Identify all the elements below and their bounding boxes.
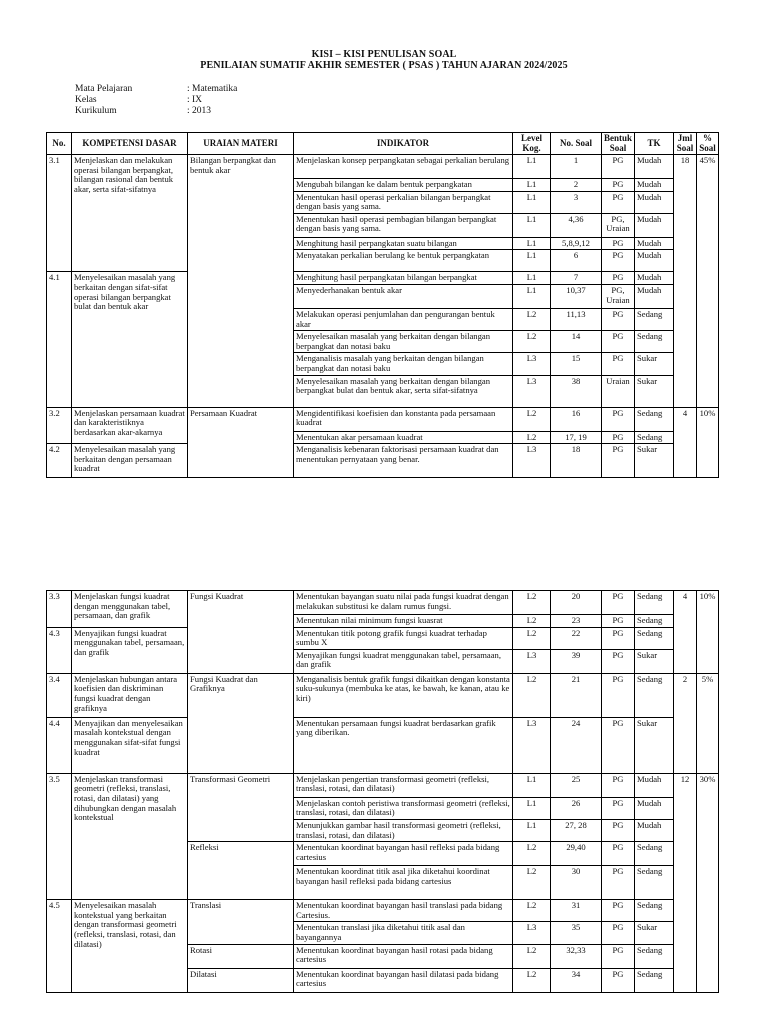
no-soal-cell: 39 xyxy=(551,649,602,673)
kompetensi-dasar-cell: Menjelaskan fungsi kuadrat dengan menggunakan tabel, persamaan, dan grafik xyxy=(72,591,188,628)
persen-soal-cell: 30% xyxy=(697,773,719,992)
level-kog-cell: L2 xyxy=(513,944,551,968)
kd-number-cell: 4.4 xyxy=(47,717,72,773)
table-row xyxy=(47,900,719,922)
no-soal-cell: 15 xyxy=(551,353,602,375)
indikator-cell: Menentukan hasil operasi pembagian bilangan berpangkat dengan basis yang sama. xyxy=(294,213,513,237)
level-kog-cell: L1 xyxy=(513,250,551,272)
tingkat-kesukaran-cell: Sukar xyxy=(635,649,674,673)
indikator-cell: Menghitung hasil perpangkatan suatu bilangan xyxy=(294,237,513,250)
level-kog-cell: L1 xyxy=(513,213,551,237)
header-bentuk-soal: Bentuk Soal xyxy=(602,133,635,155)
tingkat-kesukaran-cell: Sedang xyxy=(635,331,674,353)
tingkat-kesukaran-cell: Mudah xyxy=(635,213,674,237)
no-soal-cell: 1 xyxy=(551,155,602,179)
uraian-materi-cell: Fungsi Kuadrat xyxy=(188,591,294,674)
bentuk-soal-cell: PG xyxy=(602,191,635,213)
bentuk-soal-cell: PG xyxy=(602,272,635,285)
kd-number-cell: 3.4 xyxy=(47,673,72,717)
no-soal-cell: 14 xyxy=(551,331,602,353)
level-kog-cell: L3 xyxy=(513,922,551,944)
no-soal-cell: 10,37 xyxy=(551,284,602,308)
tingkat-kesukaran-cell: Sukar xyxy=(635,444,674,478)
indikator-cell: Menentukan koordinat bayangan hasil translasi pada bidang Cartesius. xyxy=(294,900,513,922)
no-soal-cell: 4,36 xyxy=(551,213,602,237)
tingkat-kesukaran-cell: Sukar xyxy=(635,922,674,944)
bentuk-soal-cell: PG, Uraian xyxy=(602,213,635,237)
level-kog-cell: L1 xyxy=(513,797,551,819)
bentuk-soal-cell: PG, Uraian xyxy=(602,284,635,308)
header-persen-soal: % Soal xyxy=(697,133,719,155)
level-kog-cell: L2 xyxy=(513,431,551,444)
kompetensi-dasar-cell: Menjelaskan transformasi geometri (refleksi, translasi, rotasi, dan dilatasi) yang dihubungkan dengan masalah kontekstual xyxy=(72,773,188,899)
level-kog-cell: L2 xyxy=(513,627,551,649)
level-kog-cell: L1 xyxy=(513,819,551,841)
no-soal-cell: 16 xyxy=(551,407,602,431)
jml-soal-cell: 4 xyxy=(674,591,697,674)
indikator-cell: Menentukan titik potong grafik fungsi kuadrat terhadap sumbu X xyxy=(294,627,513,649)
tingkat-kesukaran-cell: Sukar xyxy=(635,717,674,773)
tingkat-kesukaran-cell: Sedang xyxy=(635,968,674,992)
tingkat-kesukaran-cell: Mudah xyxy=(635,237,674,250)
kompetensi-dasar-cell: Menyelesaikan masalah yang berkaitan dengan persamaan kuadrat xyxy=(72,444,188,478)
level-kog-cell: L1 xyxy=(513,284,551,308)
no-soal-cell: 25 xyxy=(551,773,602,797)
indikator-cell: Menentukan persamaan fungsi kuadrat berdasarkan grafik yang diberikan. xyxy=(294,717,513,773)
level-kog-cell: L1 xyxy=(513,191,551,213)
meta-value: : IX xyxy=(187,95,203,105)
no-soal-cell: 20 xyxy=(551,591,602,615)
uraian-materi-cell: Refleksi xyxy=(188,842,294,900)
no-soal-cell: 18 xyxy=(551,444,602,478)
bentuk-soal-cell: PG xyxy=(602,773,635,797)
tingkat-kesukaran-cell: Mudah xyxy=(635,179,674,192)
bentuk-soal-cell: PG xyxy=(602,308,635,330)
bentuk-soal-cell: PG xyxy=(602,866,635,900)
indikator-cell: Menjelaskan contoh peristiwa transformasi geometri (refleksi, translasi, rotasi, dan dilatasi) xyxy=(294,797,513,819)
level-kog-cell: L2 xyxy=(513,900,551,922)
meta-value: : Matematika xyxy=(187,84,238,94)
no-soal-cell: 26 xyxy=(551,797,602,819)
no-soal-cell: 38 xyxy=(551,375,602,407)
tingkat-kesukaran-cell: Sedang xyxy=(635,866,674,900)
kd-number-cell: 3.3 xyxy=(47,591,72,628)
no-soal-cell: 6 xyxy=(551,250,602,272)
indikator-cell: Menyelesaikan masalah yang berkaitan dengan bilangan berpangkat bulat dan bentuk akar, serta sifat-sifatnya xyxy=(294,375,513,407)
indikator-cell: Menjelaskan konsep perpangkatan sebagai perkalian berulang xyxy=(294,155,513,179)
bentuk-soal-cell: PG xyxy=(602,155,635,179)
meta-value: : 2013 xyxy=(187,106,212,116)
uraian-materi-cell: Transformasi Geometri xyxy=(188,773,294,841)
meta-row xyxy=(75,84,237,95)
no-soal-cell: 34 xyxy=(551,968,602,992)
level-kog-cell: L1 xyxy=(513,773,551,797)
indikator-cell: Mengidentifikasi koefisien dan konstanta pada persamaan kuadrat xyxy=(294,407,513,431)
meta-info xyxy=(75,84,237,117)
table-body xyxy=(47,591,719,993)
kd-number-cell: 4.1 xyxy=(47,272,72,407)
no-soal-cell: 3 xyxy=(551,191,602,213)
bentuk-soal-cell: PG xyxy=(602,649,635,673)
persen-soal-cell: 10% xyxy=(697,591,719,674)
indikator-cell: Menentukan hasil operasi perkalian bilangan berpangkat dengan basis yang sama. xyxy=(294,191,513,213)
jml-soal-cell: 2 xyxy=(674,673,697,773)
persen-soal-cell: 5% xyxy=(697,673,719,773)
level-kog-cell: L2 xyxy=(513,673,551,717)
bentuk-soal-cell: PG xyxy=(602,717,635,773)
kompetensi-dasar-cell: Menyelesaikan masalah yang berkaitan dengan sifat-sifat operasi bilangan berpangkat bulat dan bentuk akar xyxy=(72,272,188,407)
table-header-row xyxy=(47,133,719,155)
meta-row xyxy=(75,106,237,117)
no-soal-cell: 35 xyxy=(551,922,602,944)
kd-number-cell: 3.2 xyxy=(47,407,72,444)
kompetensi-dasar-cell: Menyajikan fungsi kuadrat menggunakan tabel, persamaan, dan grafik xyxy=(72,627,188,673)
no-soal-cell: 23 xyxy=(551,615,602,628)
indikator-cell: Menyederhanakan bentuk akar xyxy=(294,284,513,308)
uraian-materi-cell: Bilangan berpangkat dan bentuk akar xyxy=(188,155,294,408)
bentuk-soal-cell: PG xyxy=(602,819,635,841)
indikator-cell: Menganalisis bentuk grafik fungsi dikaitkan dengan konstanta suku-sukunya (membuka ke atas, ke bawah, ke kanan, atau ke kiri) xyxy=(294,673,513,717)
indikator-cell: Menghitung hasil perpangkatan bilangan berpangkat xyxy=(294,272,513,285)
bentuk-soal-cell: PG xyxy=(602,237,635,250)
level-kog-cell: L3 xyxy=(513,717,551,773)
kisi-table-page1 xyxy=(46,132,719,478)
table-body xyxy=(47,155,719,478)
kd-number-cell: 4.5 xyxy=(47,900,72,992)
table-row xyxy=(47,773,719,797)
jml-soal-cell: 12 xyxy=(674,773,697,992)
uraian-materi-cell: Persamaan Kuadrat xyxy=(188,407,294,478)
indikator-cell: Menentukan translasi jika diketahui titik asal dan bayangannya xyxy=(294,922,513,944)
tingkat-kesukaran-cell: Sedang xyxy=(635,431,674,444)
table-row xyxy=(47,155,719,179)
persen-soal-cell: 45% xyxy=(697,155,719,408)
indikator-cell: Mengubah bilangan ke dalam bentuk perpangkatan xyxy=(294,179,513,192)
header-jml-soal: Jml Soal xyxy=(674,133,697,155)
header-no: No. xyxy=(47,133,72,155)
no-soal-cell: 27, 28 xyxy=(551,819,602,841)
header-indikator: INDIKATOR xyxy=(294,133,513,155)
tingkat-kesukaran-cell: Sedang xyxy=(635,900,674,922)
bentuk-soal-cell: PG xyxy=(602,944,635,968)
tingkat-kesukaran-cell: Mudah xyxy=(635,797,674,819)
indikator-cell: Menganalisis kebenaran faktorisasi persamaan kuadrat dan menentukan pernyataan yang benar. xyxy=(294,444,513,478)
no-soal-cell: 24 xyxy=(551,717,602,773)
indikator-cell: Menjelaskan pengertian transformasi geometri (refleksi, translasi, rotasi, dan dilatasi) xyxy=(294,773,513,797)
indikator-cell: Menyatakan perkalian berulang ke bentuk perpangkatan xyxy=(294,250,513,272)
table-row xyxy=(47,673,719,717)
no-soal-cell: 7 xyxy=(551,272,602,285)
meta-key: Kelas xyxy=(75,95,97,105)
tingkat-kesukaran-cell: Sedang xyxy=(635,944,674,968)
bentuk-soal-cell: PG xyxy=(602,627,635,649)
uraian-materi-cell: Translasi xyxy=(188,900,294,944)
level-kog-cell: L2 xyxy=(513,968,551,992)
tingkat-kesukaran-cell: Mudah xyxy=(635,250,674,272)
no-soal-cell: 2 xyxy=(551,179,602,192)
tingkat-kesukaran-cell: Mudah xyxy=(635,284,674,308)
indikator-cell: Menentukan bayangan suatu nilai pada fungsi kuadrat dengan melakukan substitusi ke dalam rumus fungsi. xyxy=(294,591,513,615)
kd-number-cell: 3.1 xyxy=(47,155,72,272)
tingkat-kesukaran-cell: Sedang xyxy=(635,407,674,431)
persen-soal-cell: 10% xyxy=(697,407,719,478)
table-row xyxy=(47,627,719,649)
indikator-cell: Menyelesaikan masalah yang berkaitan dengan bilangan berpangkat dan notasi baku xyxy=(294,331,513,353)
indikator-cell: Melakukan operasi penjumlahan dan pengurangan bentuk akar xyxy=(294,308,513,330)
kompetensi-dasar-cell: Menjelaskan hubungan antara koefisien dan diskriminan fungsi kuadrat dengan grafiknya xyxy=(72,673,188,717)
tingkat-kesukaran-cell: Sedang xyxy=(635,591,674,615)
tingkat-kesukaran-cell: Mudah xyxy=(635,155,674,179)
no-soal-cell: 31 xyxy=(551,900,602,922)
bentuk-soal-cell: PG xyxy=(602,900,635,922)
bentuk-soal-cell: PG xyxy=(602,353,635,375)
indikator-cell: Menentukan koordinat bayangan hasil rotasi pada bidang cartesius xyxy=(294,944,513,968)
document-title: KISI – KISI PENULISAN SOAL xyxy=(311,49,457,60)
kompetensi-dasar-cell: Menjelaskan persamaan kuadrat dan karakteristiknya berdasarkan akar-akarnya xyxy=(72,407,188,444)
header-tk: TK xyxy=(635,133,674,155)
kd-number-cell: 3.5 xyxy=(47,773,72,899)
kd-number-cell: 4.2 xyxy=(47,444,72,478)
uraian-materi-cell: Rotasi xyxy=(188,944,294,968)
bentuk-soal-cell: PG xyxy=(602,444,635,478)
indikator-cell: Menentukan koordinat titik asal jika diketahui koordinat bayangan hasil refleksi pada bidang cartesius xyxy=(294,866,513,900)
meta-row xyxy=(75,95,237,106)
level-kog-cell: L2 xyxy=(513,615,551,628)
meta-key: Kurikulum xyxy=(75,106,117,116)
bentuk-soal-cell: PG xyxy=(602,331,635,353)
tingkat-kesukaran-cell: Sedang xyxy=(635,842,674,866)
header-level-kog: Level Kog. xyxy=(513,133,551,155)
indikator-cell: Menunjukkan gambar hasil transformasi geometri (refleksi, translasi, rotasi, dan dilatasi) xyxy=(294,819,513,841)
tingkat-kesukaran-cell: Sedang xyxy=(635,673,674,717)
meta-key: Mata Pelajaran xyxy=(75,84,133,94)
table-row xyxy=(47,717,719,773)
indikator-cell: Menentukan koordinat bayangan hasil dilatasi pada bidang cartesius xyxy=(294,968,513,992)
level-kog-cell: L2 xyxy=(513,308,551,330)
no-soal-cell: 30 xyxy=(551,866,602,900)
kd-number-cell: 4.3 xyxy=(47,627,72,673)
level-kog-cell: L3 xyxy=(513,444,551,478)
level-kog-cell: L2 xyxy=(513,591,551,615)
level-kog-cell: L3 xyxy=(513,649,551,673)
tingkat-kesukaran-cell: Mudah xyxy=(635,272,674,285)
level-kog-cell: L3 xyxy=(513,353,551,375)
level-kog-cell: L1 xyxy=(513,179,551,192)
bentuk-soal-cell: PG xyxy=(602,591,635,615)
level-kog-cell: L1 xyxy=(513,237,551,250)
bentuk-soal-cell: PG xyxy=(602,797,635,819)
indikator-cell: Menentukan nilai minimum fungsi kuasrat xyxy=(294,615,513,628)
table-row xyxy=(47,407,719,431)
tingkat-kesukaran-cell: Mudah xyxy=(635,191,674,213)
no-soal-cell: 21 xyxy=(551,673,602,717)
bentuk-soal-cell: PG xyxy=(602,673,635,717)
tingkat-kesukaran-cell: Sukar xyxy=(635,353,674,375)
indikator-cell: Menentukan akar persamaan kuadrat xyxy=(294,431,513,444)
bentuk-soal-cell: PG xyxy=(602,842,635,866)
indikator-cell: Menentukan koordinat bayangan hasil refleksi pada bidang cartesius xyxy=(294,842,513,866)
level-kog-cell: L2 xyxy=(513,331,551,353)
bentuk-soal-cell: PG xyxy=(602,968,635,992)
no-soal-cell: 29,40 xyxy=(551,842,602,866)
no-soal-cell: 11,13 xyxy=(551,308,602,330)
bentuk-soal-cell: PG xyxy=(602,407,635,431)
indikator-cell: Menganalisis masalah yang berkaitan dengan bilangan berpangkat dan notasi baku xyxy=(294,353,513,375)
uraian-materi-cell: Fungsi Kuadrat dan Grafiknya xyxy=(188,673,294,773)
header-kompetensi-dasar: KOMPETENSI DASAR xyxy=(72,133,188,155)
table-row xyxy=(47,444,719,478)
document-subtitle: PENILAIAN SUMATIF AKHIR SEMESTER ( PSAS ) TAHUN AJARAN 2024/2025 xyxy=(200,60,568,71)
bentuk-soal-cell: PG xyxy=(602,922,635,944)
bentuk-soal-cell: PG xyxy=(602,615,635,628)
table-row xyxy=(47,591,719,615)
header-no-soal: No. Soal xyxy=(551,133,602,155)
no-soal-cell: 5,8,9,12 xyxy=(551,237,602,250)
kompetensi-dasar-cell: Menjelaskan dan melakukan operasi bilangan berpangkat, bilangan rasional dan bentuk akar, serta sifat-sifatnya xyxy=(72,155,188,272)
tingkat-kesukaran-cell: Mudah xyxy=(635,773,674,797)
bentuk-soal-cell: PG xyxy=(602,179,635,192)
jml-soal-cell: 4 xyxy=(674,407,697,478)
bentuk-soal-cell: PG xyxy=(602,250,635,272)
header-uraian-materi: URAIAN MATERI xyxy=(188,133,294,155)
kisi-table-page2 xyxy=(46,590,719,993)
table-row xyxy=(47,272,719,285)
tingkat-kesukaran-cell: Sedang xyxy=(635,308,674,330)
no-soal-cell: 22 xyxy=(551,627,602,649)
no-soal-cell: 32,33 xyxy=(551,944,602,968)
tingkat-kesukaran-cell: Mudah xyxy=(635,819,674,841)
tingkat-kesukaran-cell: Sukar xyxy=(635,375,674,407)
level-kog-cell: L2 xyxy=(513,842,551,866)
tingkat-kesukaran-cell: Sedang xyxy=(635,627,674,649)
indikator-cell: Menyajikan fungsi kuadrat menggunakan tabel, persamaan, dan grafik xyxy=(294,649,513,673)
tingkat-kesukaran-cell: Sedang xyxy=(635,615,674,628)
bentuk-soal-cell: Uraian xyxy=(602,375,635,407)
jml-soal-cell: 18 xyxy=(674,155,697,408)
level-kog-cell: L2 xyxy=(513,866,551,900)
kompetensi-dasar-cell: Menyelesaikan masalah kontekstual yang berkaitan dengan transformasi geometri (refleksi, translasi, rotasi, dan dilatasi) xyxy=(72,900,188,992)
bentuk-soal-cell: PG xyxy=(602,431,635,444)
level-kog-cell: L3 xyxy=(513,375,551,407)
level-kog-cell: L1 xyxy=(513,272,551,285)
uraian-materi-cell: Dilatasi xyxy=(188,968,294,992)
no-soal-cell: 17, 19 xyxy=(551,431,602,444)
level-kog-cell: L2 xyxy=(513,407,551,431)
level-kog-cell: L1 xyxy=(513,155,551,179)
kompetensi-dasar-cell: Menyajikan dan menyelesaikan masalah kontekstual dengan menggunakan sifat-sifat fungsi kuadrat xyxy=(72,717,188,773)
